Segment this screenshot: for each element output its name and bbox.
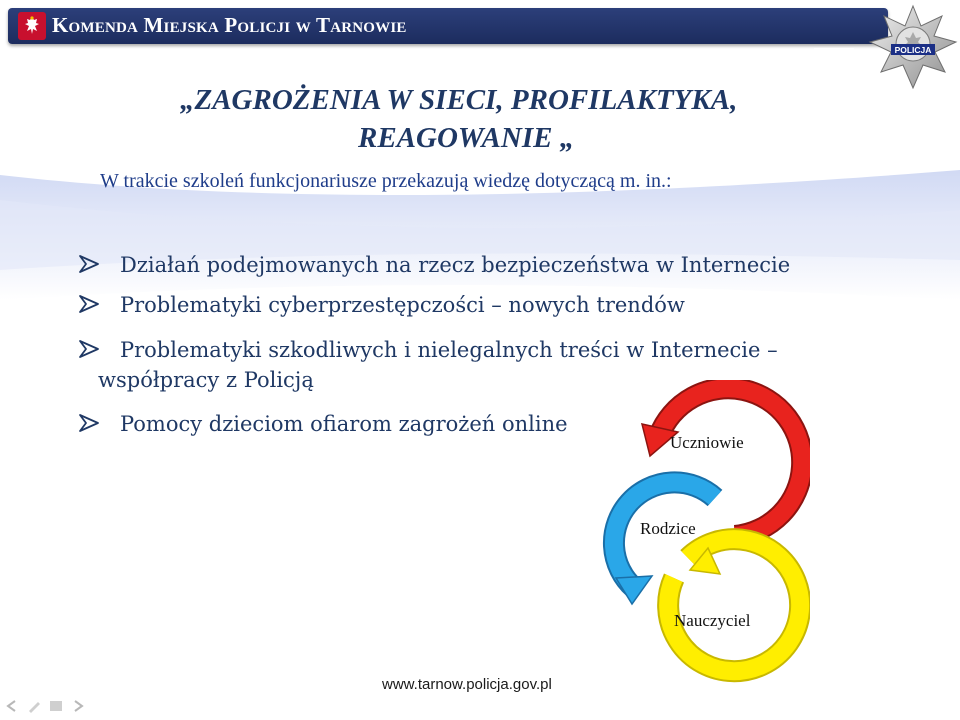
nauczyciel-arc-fill	[668, 539, 800, 671]
diagram-label-uczniowie: Uczniowie	[670, 433, 744, 452]
header-bar	[8, 8, 888, 44]
white-square	[814, 48, 854, 84]
cycle-diagram	[580, 380, 810, 700]
nav-pen-icon[interactable]	[26, 698, 42, 714]
arrow-bullet-icon	[78, 294, 100, 314]
diagram-label-rodzice: Rodzice	[640, 519, 696, 538]
nav-prev-icon[interactable]	[4, 698, 20, 714]
header-title: Komenda Miejska Policji w Tarnowie	[52, 13, 407, 37]
badge-text: POLICJA	[894, 45, 932, 55]
subtitle: W trakcie szkoleń funkcjonariusze przekazują wiedzę dotyczącą m. in.:	[100, 170, 672, 192]
polish-eagle-icon	[18, 12, 46, 40]
slide-nav-bar	[4, 698, 94, 714]
bullet-item-2: Problematyki cyberprzestępczości – nowych trendów	[120, 293, 685, 317]
bullet-item-3-continuation: współpracy z Policją	[98, 368, 314, 392]
nav-menu-icon[interactable]	[48, 698, 64, 714]
uczniowie-arc-fill	[659, 388, 802, 536]
nav-next-icon[interactable]	[70, 698, 86, 714]
bullet-item-3: Problematyki szkodliwych i nielegalnych treści w Internecie –	[120, 338, 778, 362]
arrow-bullet-icon	[78, 339, 100, 359]
bullet-item-1: Działań podejmowanych na rzecz bezpieczeństwa w Internecie	[120, 253, 791, 277]
bullet-item-4: Pomocy dzieciom ofiarom zagrożeń online	[120, 412, 568, 436]
arrow-bullet-icon	[78, 413, 100, 433]
footer-url[interactable]: www.tarnow.policja.gov.pl	[382, 676, 552, 693]
police-star-badge-icon	[868, 4, 958, 90]
page-title-line2: REAGOWANIE „	[358, 122, 575, 154]
arrow-bullet-icon	[78, 254, 100, 274]
page-title-line1: „ZAGROŻENIA W SIECI, PROFILAKTYKA,	[180, 84, 738, 116]
diagram-label-nauczyciel: Nauczyciel	[674, 611, 751, 630]
